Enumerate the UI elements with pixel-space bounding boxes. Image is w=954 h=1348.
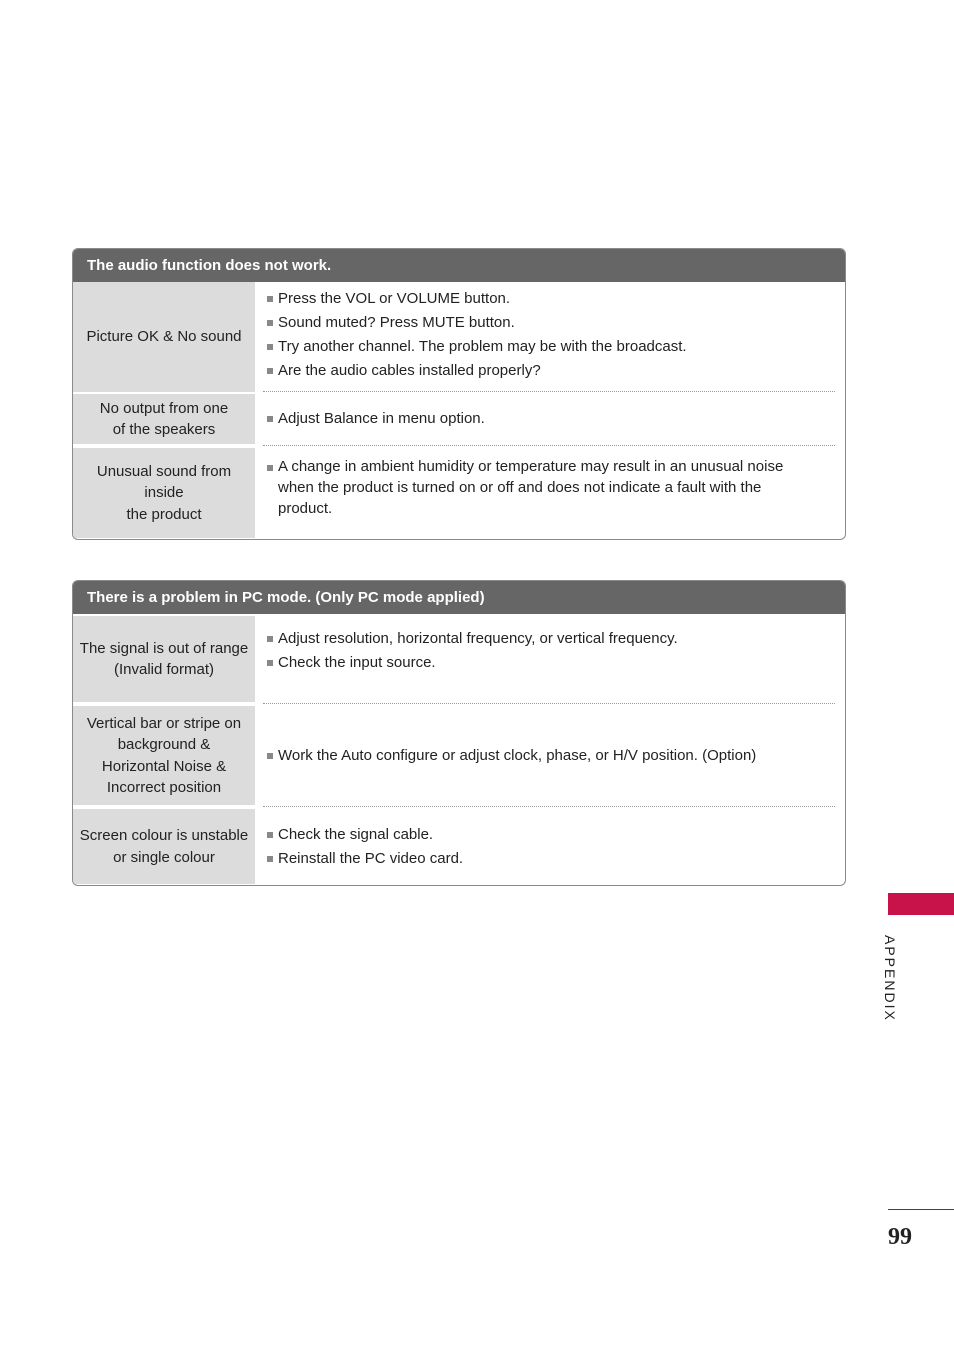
table-row (73, 614, 845, 704)
solution-item: Check the signal cable. (265, 823, 845, 847)
problem-label (73, 616, 255, 702)
solution-item: Sound muted? Press MUTE button. (265, 311, 845, 335)
problem-line: Vertical bar or stripe on (86, 714, 242, 732)
pc-section-header: There is a problem in PC mode. (Only PC mode applied) (73, 581, 845, 614)
solution-list (265, 287, 845, 383)
solution-cell (255, 614, 845, 704)
table-row (73, 446, 845, 538)
solution-item: Check the input source. (265, 651, 845, 675)
audio-section-header: The audio function does not work. (73, 249, 845, 282)
solution-item: Are the audio cables installed properly? (265, 359, 845, 383)
problem-label (73, 809, 255, 884)
solution-item: Reinstall the PC video card. (265, 847, 845, 871)
problem-line: Horizontal Noise & (101, 757, 227, 775)
problem-line: Picture OK & No sound (86, 328, 242, 346)
solution-cell (255, 807, 845, 884)
section-tab-marker (888, 893, 954, 915)
solution-cell (255, 392, 845, 446)
solution-list (265, 823, 845, 871)
appendix-label: APPENDIX (882, 935, 898, 1022)
page-number: 99 (888, 1224, 912, 1250)
problem-line: The signal is out of range (79, 639, 249, 657)
solution-item: Press the VOL or VOLUME button. (265, 287, 845, 311)
table-row (73, 807, 845, 884)
solution-item: Adjust Balance in menu option. (265, 407, 485, 431)
problem-label (73, 448, 255, 538)
solution-cell (255, 446, 845, 538)
problem-line: (Invalid format) (113, 661, 215, 678)
solution-cell (255, 704, 845, 807)
problem-line: Incorrect position (106, 779, 222, 796)
solution-item: Adjust resolution, horizontal frequency, or vertical frequency. (265, 627, 845, 651)
solution-item: A change in ambient humidity or temperature may result in an unusual noise when the product is turned on or off and does not indicate a fault with the product. (265, 456, 805, 519)
table-row (73, 704, 845, 807)
solution-item: Try another channel. The problem may be with the broadcast. (265, 335, 845, 359)
table-row (73, 282, 845, 392)
solution-cell (255, 282, 845, 392)
solution-list (265, 627, 845, 675)
page-number-rule (888, 1209, 954, 1210)
problem-label (73, 282, 255, 392)
problem-line: Unusual sound from inside (96, 462, 232, 502)
problem-line: Screen colour is unstable (79, 827, 249, 844)
problem-line: background & (117, 736, 211, 753)
solution-list (265, 407, 485, 431)
solution-list (265, 744, 756, 768)
problem-line: of the speakers (112, 421, 216, 438)
section-side-label (882, 935, 922, 1025)
problem-label (73, 706, 255, 805)
problem-line: No output from one (99, 399, 229, 417)
solution-item: Work the Auto configure or adjust clock, phase, or H/V position. (Option) (265, 744, 756, 768)
solution-list (265, 456, 805, 519)
pc-troubleshooting-table (72, 580, 846, 886)
problem-label (73, 394, 255, 444)
problem-line: the product (126, 505, 202, 523)
problem-line: or single colour (113, 848, 215, 866)
table-row (73, 392, 845, 446)
audio-troubleshooting-table (72, 248, 846, 540)
